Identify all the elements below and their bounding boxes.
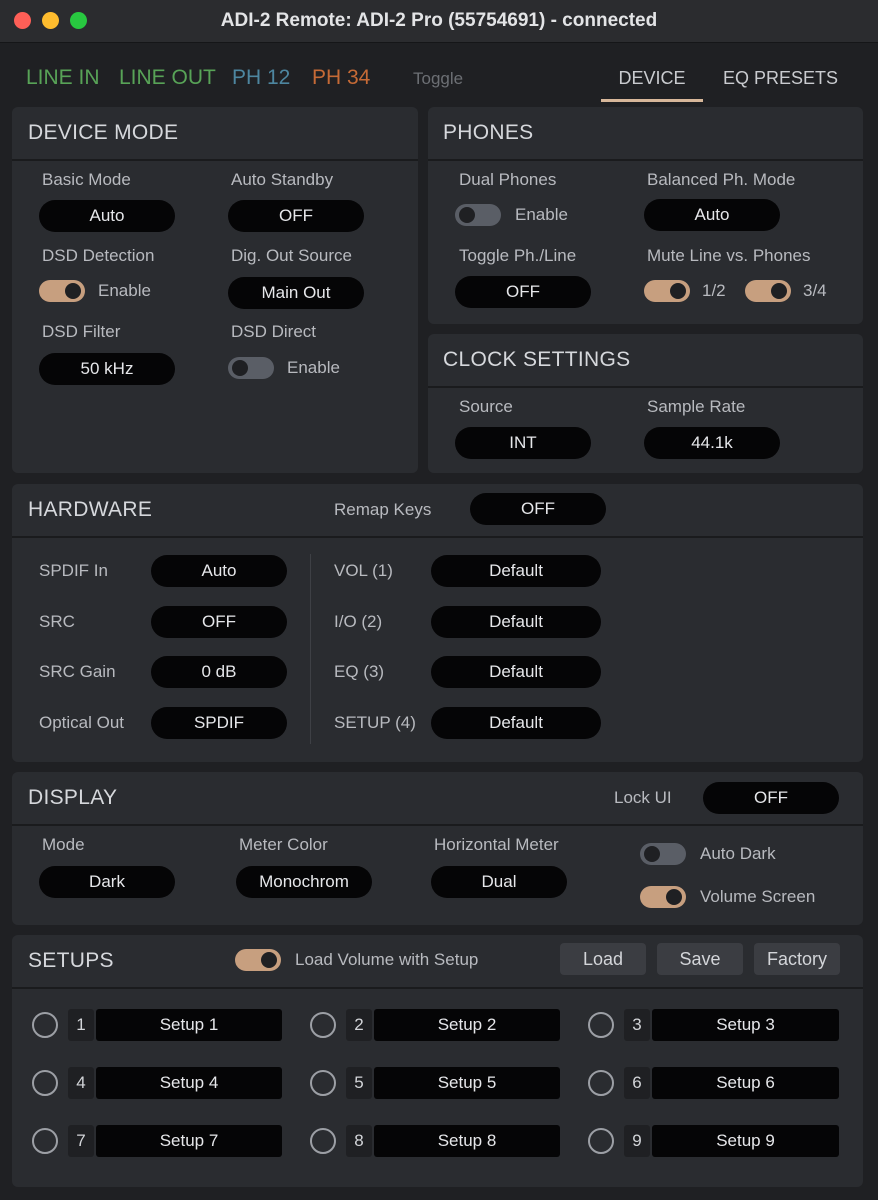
horizontal-meter-select[interactable]: Dual	[431, 866, 567, 898]
setup-number: 1	[68, 1009, 94, 1041]
setup-number: 5	[346, 1067, 372, 1099]
top-nav	[0, 62, 878, 102]
setup-name-4[interactable]: Setup 4	[96, 1067, 282, 1099]
optical-out-label: Optical Out	[39, 713, 125, 732]
dsd-direct-toggle[interactable]	[228, 357, 274, 379]
setup-name-8[interactable]: Setup 8	[374, 1125, 560, 1157]
io-key-label: I/O (2)	[334, 612, 383, 631]
panel-title: DEVICE MODE	[28, 121, 179, 144]
hardware-divider	[310, 554, 311, 744]
basic-mode-label: Basic Mode	[42, 170, 131, 189]
setups-panel	[12, 935, 863, 1187]
panel-header	[12, 484, 863, 538]
balanced-mode-label: Balanced Ph. Mode	[647, 170, 796, 189]
clock-source-label: Source	[459, 397, 513, 416]
dsd-detection-toggle[interactable]	[39, 280, 85, 302]
setup-name-2[interactable]: Setup 2	[374, 1009, 560, 1041]
meter-color-label: Meter Color	[239, 835, 328, 854]
dsd-direct-toggle-label: Enable	[287, 358, 340, 377]
panel-title: CLOCK SETTINGS	[443, 348, 631, 371]
mute-12-label: 1/2	[702, 281, 726, 300]
active-tab-indicator	[601, 99, 703, 102]
basic-mode-select[interactable]: Auto	[39, 200, 175, 232]
display-mode-select[interactable]: Dark	[39, 866, 175, 898]
toggle-ph-line-label: Toggle Ph./Line	[459, 246, 577, 265]
nav-line-in[interactable]: LINE IN	[26, 66, 100, 89]
dsd-filter-select[interactable]: 50 kHz	[39, 353, 175, 385]
setup-radio-1[interactable]	[32, 1012, 58, 1038]
setup-radio-8[interactable]	[310, 1128, 336, 1154]
dsd-detection-toggle-label: Enable	[98, 281, 151, 300]
nav-toggle[interactable]: Toggle	[413, 69, 464, 88]
spdif-in-label: SPDIF In	[39, 561, 108, 580]
remap-keys-label: Remap Keys	[334, 500, 432, 519]
mute-34-toggle[interactable]	[745, 280, 791, 302]
remap-keys-select[interactable]: OFF	[470, 493, 606, 525]
setup-number: 3	[624, 1009, 650, 1041]
panel-header	[12, 107, 418, 161]
lock-ui-select[interactable]: OFF	[703, 782, 839, 814]
panel-title: PHONES	[443, 121, 534, 144]
setup-name-3[interactable]: Setup 3	[652, 1009, 839, 1041]
title-bar	[0, 0, 878, 43]
panel-header	[12, 935, 863, 989]
setup-radio-9[interactable]	[588, 1128, 614, 1154]
clock-source-select[interactable]: INT	[455, 427, 591, 459]
tab-eq-presets[interactable]: EQ PRESETS	[723, 68, 839, 88]
device-mode-panel	[12, 107, 418, 473]
setup-name-9[interactable]: Setup 9	[652, 1125, 839, 1157]
setup-radio-2[interactable]	[310, 1012, 336, 1038]
dual-phones-toggle-label: Enable	[515, 205, 568, 224]
dsd-direct-label: DSD Direct	[231, 322, 317, 341]
setup-key-label: SETUP (4)	[334, 713, 416, 732]
setup-radio-4[interactable]	[32, 1070, 58, 1096]
save-button[interactable]: Save	[657, 943, 743, 975]
mute-34-label: 3/4	[803, 281, 827, 300]
setup-radio-5[interactable]	[310, 1070, 336, 1096]
load-volume-label: Load Volume with Setup	[295, 950, 479, 969]
panel-header	[428, 107, 863, 161]
dual-phones-label: Dual Phones	[459, 170, 557, 189]
vol-key-select[interactable]: Default	[431, 555, 601, 587]
dig-out-source-select[interactable]: Main Out	[228, 277, 364, 309]
dual-phones-toggle[interactable]	[455, 204, 501, 226]
meter-color-select[interactable]: Monochrom	[236, 866, 372, 898]
setup-name-5[interactable]: Setup 5	[374, 1067, 560, 1099]
setup-radio-6[interactable]	[588, 1070, 614, 1096]
nav-line-out[interactable]: LINE OUT	[119, 66, 216, 89]
src-select[interactable]: OFF	[151, 606, 287, 638]
load-button[interactable]: Load	[560, 943, 646, 975]
auto-standby-label: Auto Standby	[231, 170, 334, 189]
volume-screen-label: Volume Screen	[700, 887, 816, 906]
setup-number: 2	[346, 1009, 372, 1041]
auto-dark-toggle[interactable]	[640, 843, 686, 865]
nav-ph-34[interactable]: PH 34	[312, 66, 371, 89]
horizontal-meter-label: Horizontal Meter	[434, 835, 559, 854]
src-label: SRC	[39, 612, 75, 631]
panel-header	[12, 772, 863, 826]
dsd-detection-label: DSD Detection	[42, 246, 155, 265]
panel-title: HARDWARE	[28, 498, 153, 521]
panel-title: DISPLAY	[28, 786, 118, 809]
dsd-filter-label: DSD Filter	[42, 322, 121, 341]
display-panel	[12, 772, 863, 925]
setup-number: 6	[624, 1067, 650, 1099]
setup-name-1[interactable]: Setup 1	[96, 1009, 282, 1041]
volume-screen-toggle[interactable]	[640, 886, 686, 908]
spdif-in-select[interactable]: Auto	[151, 555, 287, 587]
setup-name-7[interactable]: Setup 7	[96, 1125, 282, 1157]
tab-device[interactable]: DEVICE	[618, 68, 686, 88]
setup-key-select[interactable]: Default	[431, 707, 601, 739]
panel-title: SETUPS	[28, 949, 114, 972]
display-mode-label: Mode	[42, 835, 85, 854]
setup-number: 7	[68, 1125, 94, 1157]
hardware-panel	[12, 484, 863, 762]
src-gain-select[interactable]: 0 dB	[151, 656, 287, 688]
auto-standby-select[interactable]: OFF	[228, 200, 364, 232]
eq-key-select[interactable]: Default	[431, 656, 601, 688]
mute-12-toggle[interactable]	[644, 280, 690, 302]
balanced-mode-select[interactable]: Auto	[644, 199, 780, 231]
io-key-select[interactable]: Default	[431, 606, 601, 638]
setup-radio-7[interactable]	[32, 1128, 58, 1154]
factory-button[interactable]: Factory	[754, 943, 840, 975]
setup-number: 4	[68, 1067, 94, 1099]
nav-ph-12[interactable]: PH 12	[232, 66, 291, 89]
setup-name-6[interactable]: Setup 6	[652, 1067, 839, 1099]
auto-dark-label: Auto Dark	[700, 844, 776, 863]
load-volume-toggle[interactable]	[235, 949, 281, 971]
eq-key-label: EQ (3)	[334, 662, 385, 681]
src-gain-label: SRC Gain	[39, 662, 116, 681]
dig-out-source-label: Dig. Out Source	[231, 246, 352, 265]
setup-number: 9	[624, 1125, 650, 1157]
setup-number: 8	[346, 1125, 372, 1157]
panel-header	[428, 334, 863, 388]
phones-panel	[428, 107, 863, 324]
clock-settings-panel	[428, 334, 863, 473]
vol-key-label: VOL (1)	[334, 561, 393, 580]
toggle-ph-line-select[interactable]: OFF	[455, 276, 591, 308]
setup-radio-3[interactable]	[588, 1012, 614, 1038]
sample-rate-select[interactable]: 44.1k	[644, 427, 780, 459]
optical-out-select[interactable]: SPDIF	[151, 707, 287, 739]
sample-rate-label: Sample Rate	[647, 397, 746, 416]
mute-line-label: Mute Line vs. Phones	[647, 246, 811, 265]
window-title: ADI-2 Remote: ADI-2 Pro (55754691) - connected	[220, 10, 658, 31]
lock-ui-label: Lock UI	[614, 788, 672, 807]
